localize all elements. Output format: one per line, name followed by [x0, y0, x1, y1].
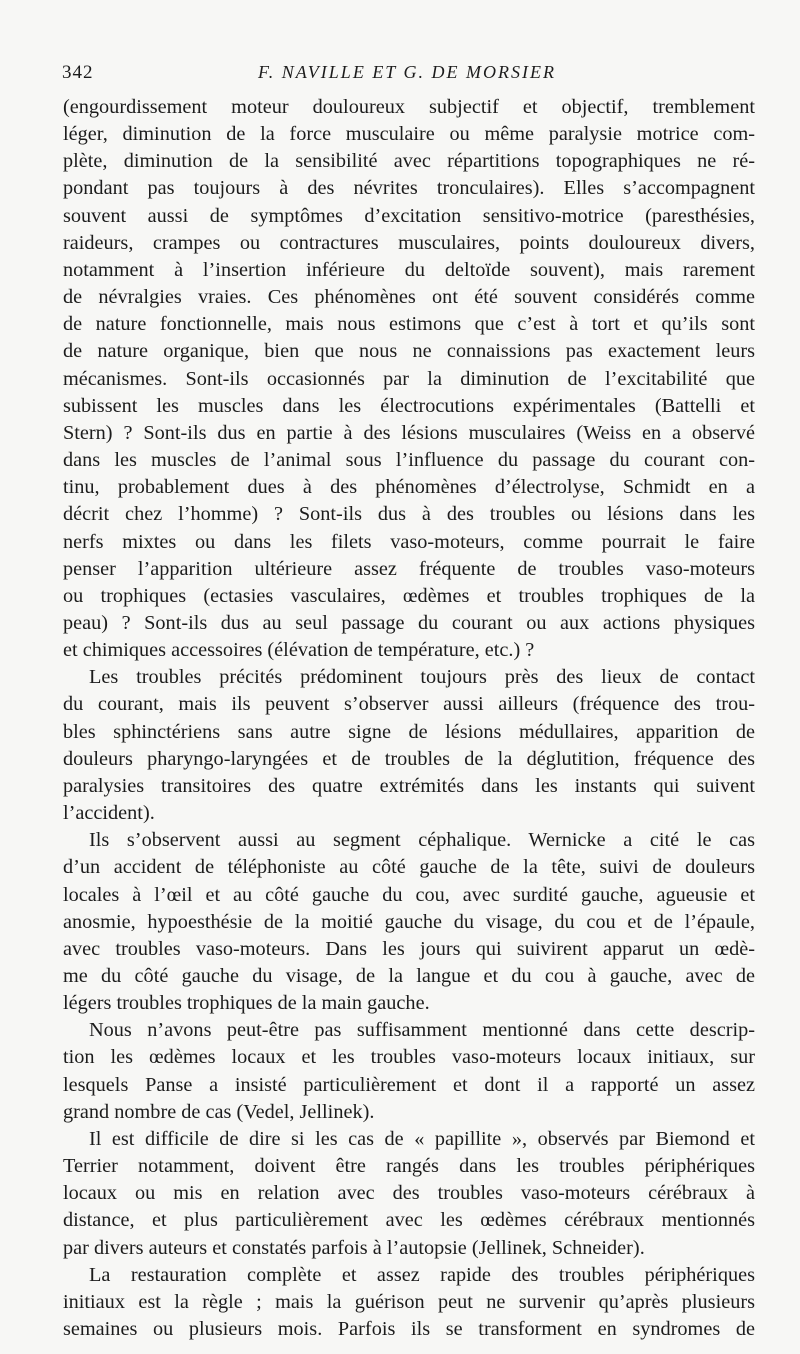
- text-line: (engourdissement moteur douloureux subjectif et objectif, tremblement: [63, 96, 755, 118]
- text-line: initiaux est la règle ; mais la guérison peut ne survenir qu’après plusieurs: [63, 1290, 755, 1313]
- text-line: grand nombre de cas (Vedel, Jellinek).: [63, 1100, 375, 1123]
- text-line: nerfs mixtes ou dans les filets vaso-moteurs, comme pourrait le faire: [63, 530, 755, 553]
- text-line: dans les muscles de l’animal sous l’influence du passage du courant con-: [63, 449, 755, 472]
- text-line: par divers auteurs et constatés parfois à l’autopsie (Jellinek, Schneider).: [63, 1236, 645, 1259]
- text-line: distance, et plus particulièrement avec les œdèmes cérébraux mentionnés: [63, 1209, 755, 1232]
- text-line: mécanismes. Sont-ils occasionnés par la diminution de l’excitabilité que: [63, 367, 755, 390]
- text-line: de nature fonctionnelle, mais nous estimons que c’est à tort et qu’ils sont: [63, 313, 755, 336]
- page-number: 342: [62, 62, 94, 83]
- text-line: penser l’apparition ultérieure assez fréquente de troubles vaso-moteurs: [63, 557, 755, 580]
- body-text: [63, 94, 755, 1343]
- page-header: [62, 62, 752, 88]
- text-line: Terrier notamment, doivent être rangés dans les troubles périphériques: [63, 1155, 755, 1178]
- text-line: de névralgies vraies. Ces phénomènes ont été souvent considérés comme: [63, 286, 755, 309]
- text-line: Nous n’avons peut-être pas suffisamment mentionné dans cette descrip-: [89, 1019, 755, 1042]
- text-line: Stern) ? Sont-ils dus en partie à des lésions musculaires (Weiss en a observé: [63, 421, 755, 444]
- text-line: douleurs pharyngo-laryngées et de troubles de la déglutition, fréquence des: [63, 747, 755, 770]
- text-line: de nature organique, bien que nous ne connaissions pas exactement leurs: [63, 340, 755, 363]
- text-line: souvent aussi de symptômes d’excitation sensitivo-motrice (paresthésies,: [63, 204, 755, 227]
- text-line: Ils s’observent aussi au segment céphalique. Wernicke a cité le cas: [89, 829, 755, 852]
- text-line: subissent les muscles dans les électrocutions expérimentales (Battelli et: [63, 394, 755, 417]
- text-line: du courant, mais ils peuvent s’observer aussi ailleurs (fréquence des trou-: [63, 693, 755, 716]
- text-line: bles sphinctériens sans autre signe de lésions médullaires, apparition de: [63, 720, 755, 743]
- text-line: lesquels Panse a insisté particulièrement et dont il a rapporté un assez: [63, 1073, 755, 1096]
- text-line: Les troubles précités prédominent toujours près des lieux de contact: [89, 666, 755, 689]
- text-line: locales à l’œil et au côté gauche du cou, avec surdité gauche, agueusie et: [63, 883, 755, 906]
- text-line: peau) ? Sont-ils dus au seul passage du courant ou aux actions physiques: [63, 611, 755, 634]
- text-line: décrit chez l’homme) ? Sont-ils dus à des troubles ou lésions dans les: [63, 503, 755, 526]
- text-line: paralysies transitoires des quatre extrémités dans les instants qui suivent: [63, 774, 755, 797]
- text-line: l’accident).: [63, 802, 155, 825]
- text-line: anosmie, hypoesthésie de la moitié gauche du visage, du cou et de l’épaule,: [63, 910, 755, 933]
- text-line: notamment à l’insertion inférieure du deltoïde souvent), mais rarement: [63, 258, 755, 281]
- text-line: pondant pas toujours à des névrites tronculaires). Elles s’accompagnent: [63, 177, 755, 200]
- text-line: léger, diminution de la force musculaire ou même paralysie motrice com-: [63, 123, 755, 146]
- text-line: plète, diminution de la sensibilité avec répartitions topographiques ne ré-: [63, 150, 755, 173]
- text-line: et chimiques accessoires (élévation de température, etc.) ?: [63, 639, 535, 662]
- text-line: Il est difficile de dire si les cas de « papillite », observés par Biemond et: [89, 1127, 755, 1150]
- running-title: F. NAVILLE ET G. DE MORSIER: [258, 62, 556, 82]
- text-line: me du côté gauche du visage, de la langue et du cou à gauche, avec de: [63, 965, 755, 987]
- text-line: légers troubles trophiques de la main gauche.: [63, 992, 430, 1015]
- text-line: La restauration complète et assez rapide des troubles périphériques: [89, 1263, 755, 1286]
- text-line: ou trophiques (ectasies vasculaires, œdèmes et troubles trophiques de la: [63, 584, 755, 607]
- text-line: tinu, probablement dues à des phénomènes d’électrolyse, Schmidt en a: [63, 476, 755, 499]
- text-line: raideurs, crampes ou contractures musculaires, points douloureux divers,: [63, 231, 755, 254]
- text-line: locaux ou mis en relation avec des troubles vaso-moteurs cérébraux à: [63, 1182, 755, 1205]
- text-line: avec troubles vaso-moteurs. Dans les jours qui suivirent apparut un œdè-: [63, 937, 755, 960]
- text-line: tion les œdèmes locaux et les troubles vaso-moteurs locaux initiaux, sur: [63, 1046, 755, 1069]
- text-line: semaines ou plusieurs mois. Parfois ils se transforment en syndromes de: [63, 1318, 755, 1341]
- text-line: d’un accident de téléphoniste au côté gauche de la tête, suivi de douleurs: [63, 856, 755, 879]
